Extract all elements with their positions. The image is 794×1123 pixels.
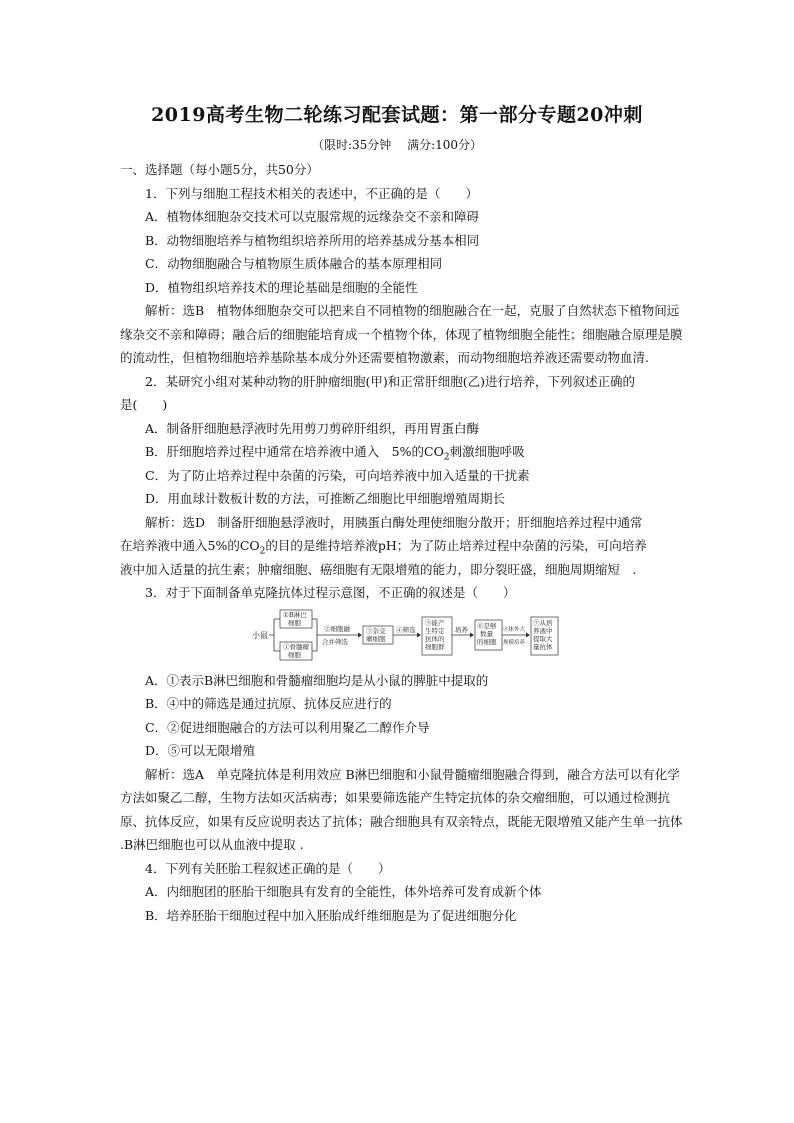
co2-formula: $CO_2$	[424, 444, 450, 463]
hybrid-label-1: ③杂交	[366, 626, 386, 635]
merge-line	[312, 619, 358, 651]
screen-label: ④筛选	[396, 625, 416, 634]
q2-analysis-line2: 在培养液中通入5%的$CO_2$的目的是维持培养液pH；为了防止培养过程中杂菌的污染，可向培养	[120, 538, 647, 557]
s6-label-3: 的细胞	[477, 637, 497, 646]
q1-option-d: D．植物组织培养技术的理论基础是细胞的全能性	[145, 279, 418, 295]
q2-stem-line2: 是( )	[120, 397, 168, 412]
arrow-2	[417, 632, 421, 637]
q1-option-b: B．动物细胞培养与植物组织培养所用的培养基成分基本相同	[145, 232, 480, 248]
branch-bracket	[269, 619, 280, 651]
q2-option-a: A．制备肝细胞悬浮液时先用剪刀剪碎肝组织，再用胃蛋白酶	[145, 420, 480, 436]
q2-stem-line1: 2．某研究小组对某种动物的肝肿瘤细胞(甲)和正常肝细胞(乙)进行培养，下列叙述正确的	[145, 373, 635, 389]
s6-label-1: ⑥是够	[477, 621, 497, 630]
q1-option-c: C．动物细胞融合与植物原生质体融合的基本原理相同	[145, 256, 443, 271]
q3-analysis: 解析：选A 单克隆抗体是利用效应 B淋巴细胞和小鼠骨髓瘤细胞融合得到，融合方法可以有化学方法如聚乙二醇，生物方法如灭活病毒；如果要筛选能产生特定抗体的杂交瘤细胞，可以通过检测抗原、抗体反应，如果有反应说明表达了抗体；融合细胞具有双亲特点，既能无限增殖又能产生单一抗体 .B淋巴细胞也可以从血液中提取 .	[120, 766, 683, 852]
mouse-label: 小鼠	[252, 630, 268, 640]
arrow-3	[470, 632, 474, 637]
q4-option-a: A．内细胞团的胚胎干细胞具有发育的全能性，体外培养可发育成新个体	[145, 884, 542, 899]
s7-label-4: 量抗体	[533, 642, 553, 651]
arrow-1	[358, 632, 362, 637]
myeloma-label-1: ①骨髓瘤	[283, 642, 309, 651]
q4-stem: 4．下列有关胚胎工程叙述正确的是（ ）	[145, 860, 391, 876]
document-body	[120, 158, 686, 927]
q3-option-b: B．④中的筛选是通过抗原、抗体反应进行的	[145, 696, 392, 711]
q2-option-b-text-end: 刺激细胞呼吸	[449, 444, 525, 459]
page-title: 2019高考生物二轮练习配套试题：第一部分专题20冲刺	[151, 104, 643, 126]
q2-option-c: C．为了防止培养过程中杂菌的污染，可向培养液中加入适量的干扰素	[145, 467, 530, 483]
culture-label: 培养	[455, 625, 468, 634]
s7-label-1: ⑦从培	[533, 618, 553, 627]
myeloma-label-2: 细胞	[288, 650, 301, 659]
arrow-4	[526, 632, 530, 637]
hybrid-label-2: 瘤细胞	[366, 634, 386, 643]
s5-label-2: 生特定	[425, 626, 445, 635]
monoclonal-antibody-diagram	[120, 607, 686, 665]
b-cell-label-1: ①B淋巴	[283, 610, 307, 619]
fuse-label-1: ②细胞融	[324, 624, 350, 633]
s5-label-3: 抗体的	[425, 634, 445, 643]
q1-analysis: 解析：选B 植物体细胞杂交可以把来自不同植物的细胞融合在一起，克服了自然状态下植物间远缘杂交不亲和障碍；融合后的细胞能培育成一个植物个体，体现了植物细胞全能性；细胞融合原理是膜的流动性，但植物细胞培养基除基本成分外还需要植物激素，而动物细胞培养液还需要动物血清.	[120, 303, 683, 365]
section-heading: 一、选择题（每小题5分，共50分）	[120, 162, 319, 177]
q2-analysis-line3: 液中加入适量的抗生素；肿瘤细胞、癌细胞有无限增殖的能力，即分裂旺盛，细胞周期缩短 .	[120, 561, 637, 577]
q1-stem: 1．下列与细胞工程技术相关的表述中，不正确的是（ ）	[145, 185, 478, 201]
q1-option-a: A．植物体细胞杂交技术可以克服常规的远缘杂交不亲和障碍	[145, 209, 480, 224]
b-cell-label-2: 细胞	[288, 618, 301, 627]
s6-label-2: 数量	[480, 629, 493, 638]
s7-label-3: 提取大	[533, 634, 553, 643]
fuse-label-2: 合并筛选	[322, 637, 348, 646]
q3-option-c: C．②促进细胞融合的方法可以利用聚乙二醇作介导	[145, 719, 430, 735]
q4-option-b: B．培养胚胎干细胞过程中加入胚胎成纤维细胞是为了促进细胞分化	[145, 907, 517, 923]
q2-option-b	[120, 440, 686, 464]
s7-label-2: 养液中	[533, 626, 553, 635]
vitro-label-2: 规模培养	[503, 639, 526, 646]
s5-label-1: ⑤能产	[425, 618, 445, 627]
flow-diagram-svg	[250, 607, 560, 663]
s5-label-4: 细胞群	[425, 642, 445, 651]
co2-formula: $CO_2$	[239, 538, 266, 557]
q3-option-a: A．①表示B淋巴细胞和骨髓瘤细胞均是从小鼠的脾脏中提取的	[145, 672, 489, 688]
q2-option-d: D．用血球计数板计数的方法，可推断乙细胞比甲细胞增殖周期长	[145, 491, 506, 506]
q3-option-d: D．⑤可以无限增殖	[145, 743, 256, 758]
vitro-label-1: ⑧体外大	[503, 626, 526, 633]
q2-analysis-line1: 解析：选D 制备肝细胞悬浮液时，用胰蛋白酶处理使细胞分散开；肝细胞培养过程中通常	[145, 514, 643, 530]
q2-option-b-text: B．肝细胞培养过程中通常在培养液中通入 5%的	[145, 444, 425, 459]
page-subtitle: （限时:35分钟 满分:100分）	[311, 138, 483, 152]
q3-stem: 3．对于下面制备单克隆抗体过程示意图，不正确的叙述是（ ）	[145, 585, 516, 600]
